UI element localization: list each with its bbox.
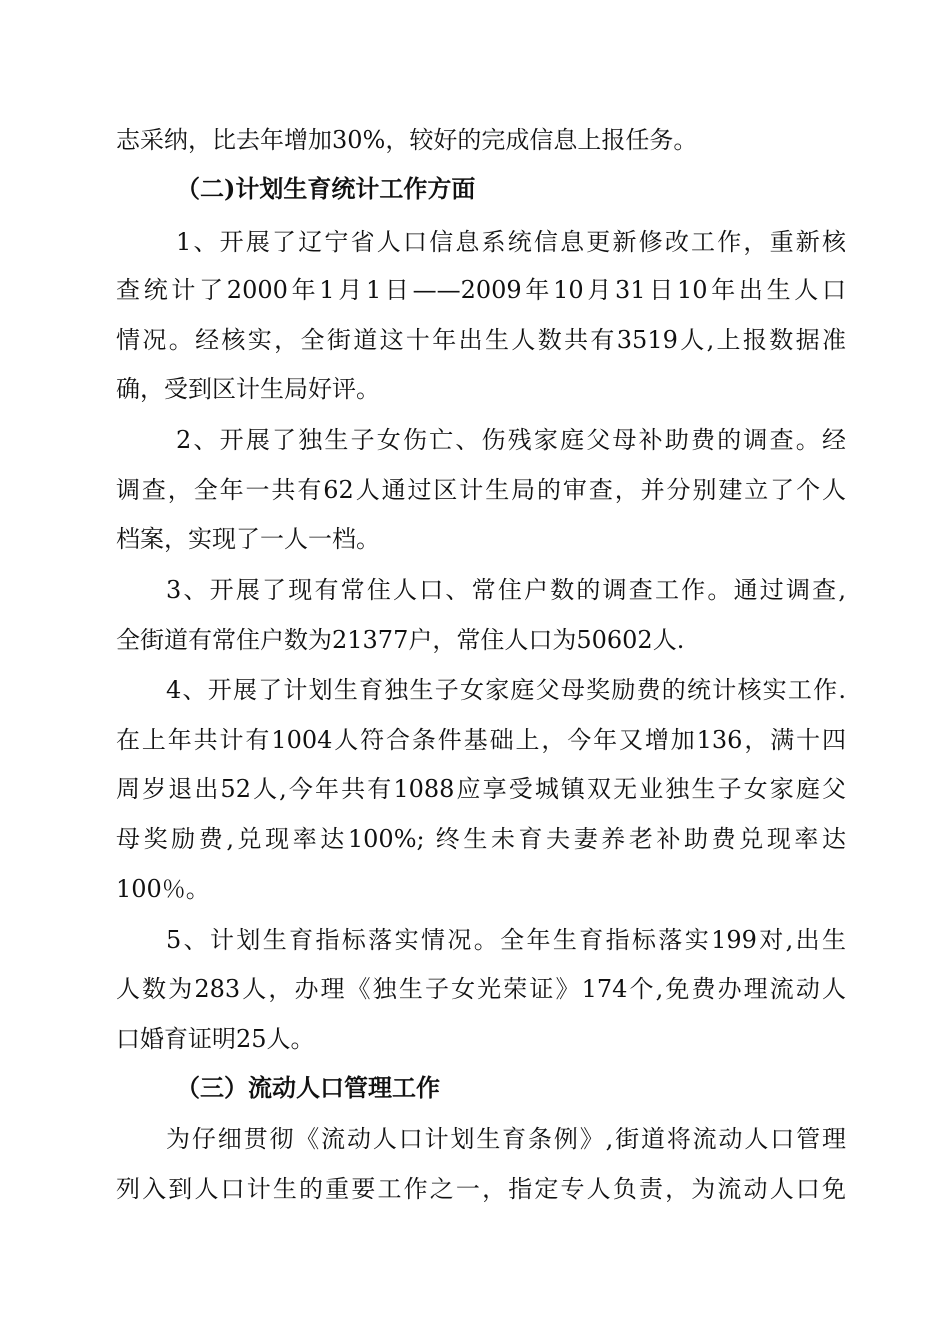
paragraph-line: 为仔细贯彻《流动人口计划生育条例》,街道将流动人口管理: [166, 1125, 846, 1153]
paragraph-line: 4、开展了计划生育独生子女家庭父母奖励费的统计核实工作.: [166, 676, 846, 704]
paragraph-line: 志采纳，比去年增加30%，较好的完成信息上报任务。: [116, 126, 698, 154]
paragraph-line: 在上年共计有1004人符合条件基础上，今年又增加136，满十四: [116, 726, 846, 754]
paragraph-line: 人数为283人，办理《独生子女光荣证》174个,免费办理流动人: [116, 975, 846, 1003]
paragraph-line: 调查，全年一共有62人通过区计生局的审查，并分别建立了个人: [116, 476, 846, 504]
paragraph-line: 5、计划生育指标落实情况。全年生育指标落实199对,出生: [166, 926, 846, 954]
paragraph-line: 档案，实现了一人一档。: [116, 525, 380, 553]
paragraph-line: 1、开展了辽宁省人口信息系统信息更新修改工作，重新核: [176, 228, 846, 256]
paragraph-line: 情况。经核实，全街道这十年出生人数共有3519人,上报数据准: [116, 326, 846, 354]
paragraph-line: 母奖励费,兑现率达100%; 终生未育夫妻养老补助费兑现率达: [116, 825, 846, 853]
paragraph-line: 2、开展了独生子女伤亡、伤残家庭父母补助费的调查。经: [176, 426, 846, 454]
paragraph-line: 全街道有常住户数为21377户，常住人口为50602人.: [116, 626, 685, 654]
paragraph-line: 口婚育证明25人。: [116, 1025, 315, 1053]
paragraph-line: 3、开展了现有常住人口、常住户数的调查工作。通过调查,: [166, 576, 846, 604]
section-heading-2: （二)计划生育统计工作方面: [176, 174, 476, 203]
section-heading-3: （三）流动人口管理工作: [176, 1073, 440, 1102]
paragraph-line: 确，受到区计生局好评。: [116, 375, 380, 403]
paragraph-line: 100％。: [116, 875, 210, 903]
paragraph-line: 周岁退出52人,今年共有1088应享受城镇双无业独生子女家庭父: [116, 775, 846, 803]
paragraph-line: 查统计了2000年1月1日——2009年10月31日10年出生人口: [116, 276, 846, 304]
paragraph-line: 列入到人口计生的重要工作之一，指定专人负责，为流动人口免: [116, 1175, 846, 1203]
